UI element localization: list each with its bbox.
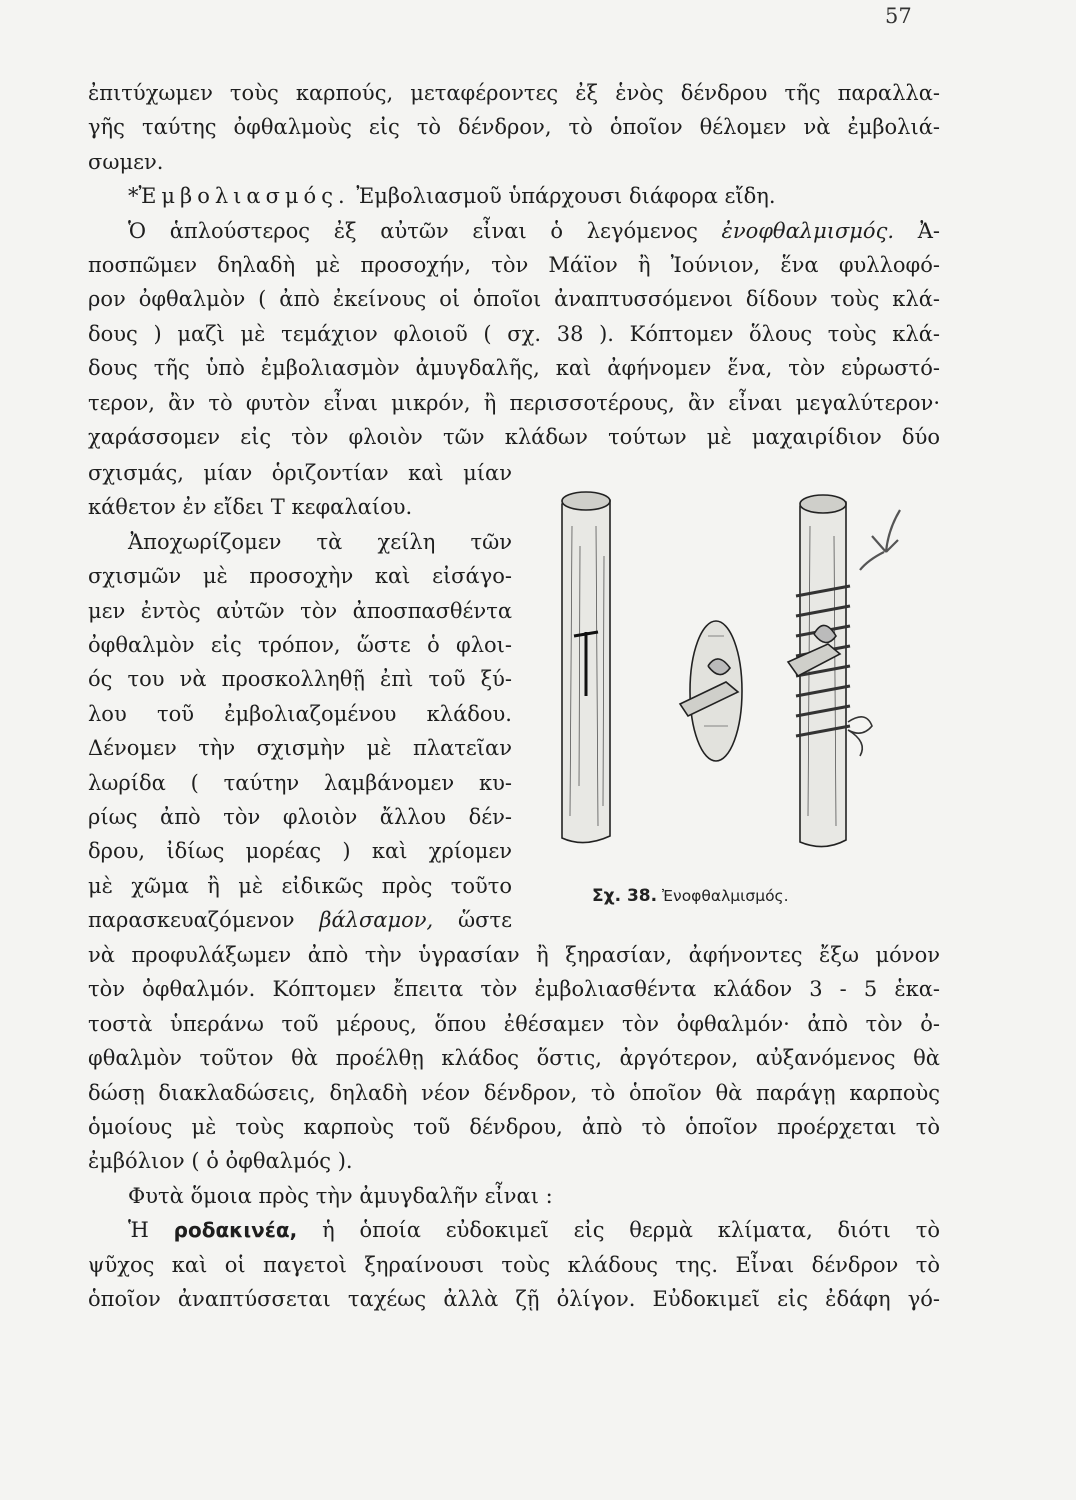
text-line: λου τοῦ ἐμβολιαζομένου κλάδου.: [88, 701, 512, 726]
text-line: σχισμάς, μίαν ὁριζοντίαν καὶ μίαν: [88, 461, 512, 485]
text-line: ψῦχος καὶ οἱ παγετοὶ ξηραίνουσι τοὺς κλάδους της. Εἶναι δένδρον τὸ: [88, 1252, 940, 1277]
text-fragment: ἡ ὁποία εὐδοκιμεῖ εἰς θερμὰ κλίματα, διότι τὸ: [322, 1218, 940, 1243]
text-line: νὰ προφυλάξωμεν ἀπὸ τὴν ὑγρασίαν ἢ ξηρασίαν, ἀφήνοντες ἔξω μόνον: [88, 943, 940, 967]
text-line: λωρίδα ( ταύτην λαμβάνομεν κυ-: [88, 770, 512, 795]
text-line: χαράσσομεν εἰς τὸν φλοιὸν τῶν κλάδων τούτων μὲ μαχαιρίδιον δύο: [88, 424, 940, 449]
body-text-top: [88, 76, 940, 454]
text-line: τερον, ἂν τὸ φυτὸν εἶναι μικρόν, ἢ περισσοτέρους, ἂν εἶναι μεγαλύτερον·: [88, 390, 940, 415]
text-line: τοστὰ ὑπεράνω τοῦ μέρους, ὅπου ἐθέσαμεν τὸν ὀφθαλμόν· ἀπὸ τὸν ὀ-: [88, 1011, 940, 1036]
text-line: ὀφθαλμὸν εἰς τρόπον, ὥστε ὁ φλοι-: [88, 632, 512, 657]
text-line: δους τῆς ὑπὸ ἐμβολιασμὸν ἀμυγδαλῆς, καὶ ἀφήνομεν ἕνα, τὸν εὐρωστό-: [88, 356, 940, 381]
text-line: κάθετον ἐν εἴδει Τ κεφαλαίου.: [88, 495, 413, 520]
text-line: Δένομεν τὴν σχισμὴν μὲ πλατεῖαν: [88, 736, 512, 761]
budding-illustration: [548, 486, 908, 862]
text-line: γῆς ταύτης ὀφθαλμοὺς εἰς τὸ δένδρον, τὸ ὁποῖον θέλομεν νὰ ἐμβολιά-: [88, 115, 940, 140]
stem-with-t-cut: [562, 492, 610, 843]
text-line: δρου, ἰδίως μορέας ) καὶ χρίομεν: [88, 839, 512, 864]
text-line: δώσῃ διακλαδώσεις, δηλαδὴ νέον δένδρον, τὸ ὁποῖον θὰ παράγῃ καρποὺς: [88, 1080, 940, 1105]
term-italic: βάλσαμον,: [319, 908, 434, 933]
section-heading-line: [88, 179, 940, 213]
text-line: Φυτὰ ὅμοια πρὸς τὴν ἀμυγδαλῆν εἶναι :: [128, 1183, 553, 1208]
text-line: [88, 214, 940, 248]
term-italic: ἐνοφθαλμισμός.: [721, 218, 895, 243]
text-line: ὁμοίους μὲ τοὺς καρποὺς τοῦ δένδρου, ἀπὸ τὸ ὁποῖον προέρχεται τὸ: [88, 1114, 940, 1139]
section-heading: Ἐμβολιασμός.: [138, 184, 350, 209]
page-number: 57: [885, 4, 912, 28]
term-bold: ροδακινέα,: [173, 1218, 298, 1243]
body-text-bottom: [88, 938, 940, 1316]
pencil-arrow-mark: [860, 510, 900, 570]
figure-label: Σχ. 38.: [592, 886, 658, 906]
text-line: ἐπιτύχωμεν τοὺς καρπούς, μεταφέροντες ἐξ ἑνὸς δένδρου τῆς παραλλα-: [88, 81, 940, 105]
text-line: [88, 903, 512, 937]
figure-caption-text: Ἐνοφθαλμισμός.: [662, 887, 789, 905]
text-line: [88, 1213, 940, 1247]
text-fragment: ὥστε: [458, 908, 512, 933]
text-fragment: Ὁ ἁπλούστερος ἐξ αὐτῶν εἶναι ὁ λεγόμενος: [128, 218, 698, 243]
bud-shield: [680, 621, 742, 761]
text-line: σχισμῶν μὲ προσοχὴν καὶ εἰσάγο-: [88, 564, 512, 589]
text-line: φθαλμὸν τοῦτον θὰ προέλθῃ κλάδος ὅστις, ἀργότερον, αὐξανόμενος θὰ: [88, 1046, 940, 1071]
text-line: ὁποῖον ἀναπτύσσεται ταχέως ἀλλὰ ζῇ ὀλίγον. Εὐδοκιμεῖ εἰς ἐδάφη γό-: [88, 1286, 940, 1311]
text-line: ρίως ἀπὸ τὸν φλοιὸν ἄλλου δέν-: [88, 804, 512, 829]
text-line: μὲ χῶμα ἢ μὲ εἰδικῶς πρὸς τοῦτο: [88, 873, 512, 898]
text-fragment: παρασκευαζόμενον: [88, 908, 295, 933]
text-line: ός του νὰ προσκολληθῇ ἐπὶ τοῦ ξύ-: [88, 667, 512, 692]
figure-caption: [592, 886, 789, 906]
heading-marker: *: [128, 184, 139, 209]
text-line: ρον ὀφθαλμὸν ( ἀπὸ ἐκείνους οἱ ὁποῖοι ἀναπτυσσόμενοι δίδουν τοὺς κλά-: [88, 287, 940, 312]
text-line: σωμεν.: [88, 149, 164, 174]
text-line: μεν ἐντὸς αὐτῶν τὸν ἀποσπασθέντα: [88, 598, 512, 623]
text-fragment: Ἀ-: [917, 218, 940, 243]
text-line: ποσπῶμεν δηλαδὴ μὲ προσοχήν, τὸν Μάϊον ἢ Ἰούνιον, ἕνα φυλλοφό-: [88, 252, 940, 277]
section-heading-rest: Ἐμβολιασμοῦ ὑπάρχουσι διάφορα εἴδη.: [356, 184, 776, 209]
text-line: Ἀποχωρίζομεν τὰ χείλη τῶν: [128, 529, 512, 554]
tied-stem: [788, 495, 872, 847]
text-fragment: Ἡ: [128, 1218, 149, 1243]
text-line: τὸν ὀφθαλμόν. Κόπτομεν ἔπειτα τὸν ἐμβολιασθέντα κλάδον 3 - 5 ἑκα-: [88, 977, 940, 1002]
body-text-column: [88, 456, 512, 937]
text-line: δους ) μαζὶ μὲ τεμάχιον φλοιοῦ ( σχ. 38 ). Κόπτομεν ὅλους τοὺς κλά-: [88, 321, 940, 346]
text-line: ἐμβόλιον ( ὁ ὀφθαλμός ).: [88, 1149, 353, 1174]
